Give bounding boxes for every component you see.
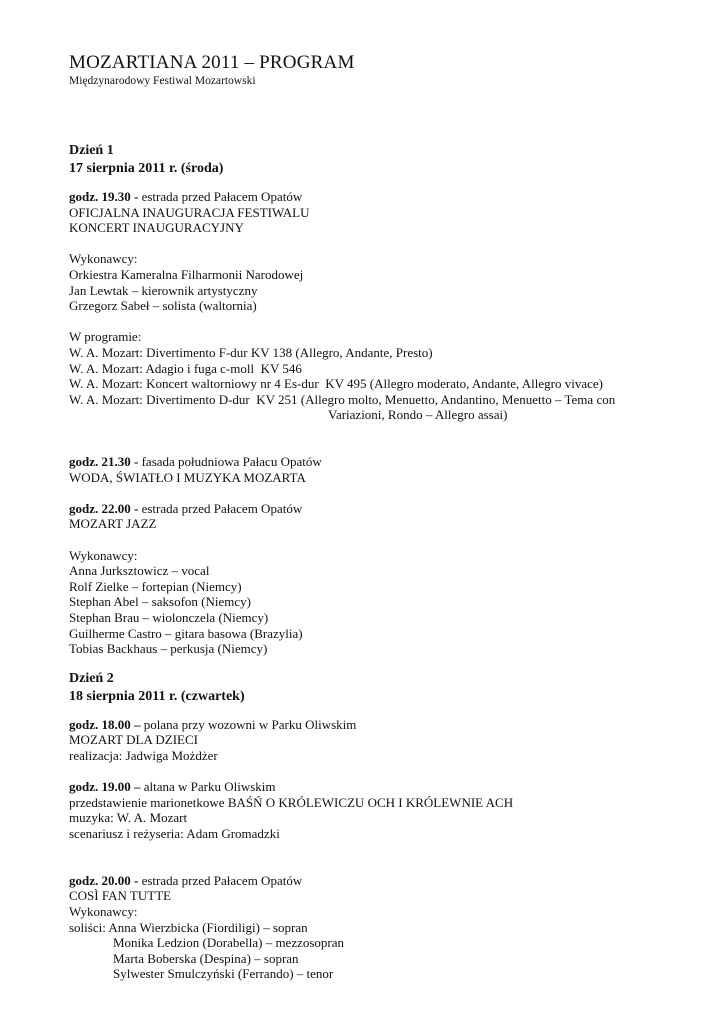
- event-place: polana przy wozowni w Parku Oliwskim: [140, 716, 357, 732]
- event-time: godz. 19.30 -: [69, 189, 139, 204]
- day2-label: Dzień 2: [69, 670, 114, 686]
- event-time: godz. 18.00 –: [69, 716, 141, 732]
- day1-event1-header: [69, 189, 709, 205]
- event-credit: realizacja: Jadwiga Możdżer: [69, 748, 218, 763]
- event-credit: scenariusz i reżyseria: Adam Gromadzki: [69, 825, 280, 841]
- event-title: KONCERT INAUGURACYJNY: [69, 220, 244, 236]
- performer-item: Jan Lewtak – kierownik artystyczny: [69, 282, 258, 298]
- soloist-item: Sylwester Smulczyński (Ferrando) – tenor: [113, 966, 334, 982]
- performers-label: Wykonawcy:: [69, 547, 138, 563]
- event-time: godz. 21.30 -: [69, 454, 139, 470]
- program-item: W. A. Mozart: Divertimento F-dur KV 138 (Allegro, Andante, Presto): [69, 344, 433, 360]
- event-title: COSÌ FAN TUTTE: [69, 888, 172, 904]
- page-title: MOZARTIANA 2011 – PROGRAM: [69, 52, 355, 73]
- day2-event3-header: [69, 873, 709, 889]
- soloist-item: Marta Boberska (Despina) – sopran: [113, 950, 299, 966]
- performer-item: Stephan Brau – wiolonczela (Niemcy): [69, 610, 269, 626]
- program-document: [69, 52, 709, 982]
- day2-date: 18 sierpnia 2011 r. (czwartek): [69, 688, 245, 704]
- event-place: fasada południowa Pałacu Opatów: [138, 454, 322, 470]
- day2-event1-header: [69, 717, 709, 733]
- event-description: przedstawienie marionetkowe BAŚŃ O KRÓLEWICZU OCH I KRÓLEWNIE ACH: [69, 794, 514, 810]
- event-time: godz. 22.00 -: [69, 500, 139, 516]
- event-place: estrada przed Pałacem Opatów: [138, 500, 303, 516]
- performer-item: Anna Jurksztowicz – vocal: [69, 563, 210, 579]
- program-label: W programie:: [69, 329, 142, 345]
- day1-event3-header: [69, 501, 709, 517]
- event-place: estrada przed Pałacem Opatów: [138, 189, 303, 204]
- page-subtitle: Międzynarodowy Festiwal Mozartowski: [69, 75, 256, 87]
- event-time: godz. 19.00 –: [69, 779, 141, 795]
- performer-item: Stephan Abel – saksofon (Niemcy): [69, 594, 251, 610]
- performer-item: Guilherme Castro – gitara basowa (Brazylia): [69, 625, 303, 641]
- performers-label: Wykonawcy:: [69, 903, 138, 919]
- event-place: altana w Parku Oliwskim: [140, 779, 276, 795]
- performers-label: Wykonawcy:: [69, 251, 138, 267]
- soloist-item: soliści: Anna Wierzbicka (Fiordiligi) – sopran: [69, 919, 308, 935]
- program-item: W. A. Mozart: Koncert waltorniowy nr 4 Es-dur KV 495 (Allegro moderato, Andante, Allegro vivace): [69, 376, 603, 392]
- day1-label: Dzień 1: [69, 143, 114, 158]
- day1-event2-header: [69, 454, 709, 470]
- event-title: MOZART JAZZ: [69, 516, 157, 532]
- performer-item: Tobias Backhaus – perkusja (Niemcy): [69, 641, 268, 657]
- event-title: OFICJALNA INAUGURACJA FESTIWALU: [69, 204, 310, 220]
- event-title: WODA, ŚWIATŁO I MUZYKA MOZARTA: [69, 469, 306, 485]
- event-credit: muzyka: W. A. Mozart: [69, 810, 188, 826]
- program-item: W. A. Mozart: Adagio i fuga c-moll KV 546: [69, 360, 302, 376]
- event-title: MOZART DLA DZIECI: [69, 732, 198, 748]
- event-place: estrada przed Pałacem Opatów: [138, 872, 303, 888]
- program-item-continuation: Variazioni, Rondo – Allegro assai): [328, 407, 508, 423]
- program-item: W. A. Mozart: Divertimento D-dur KV 251 (Allegro molto, Menuetto, Andantino, Menuetto – Tema con: [69, 391, 616, 407]
- performer-item: Rolf Zielke – fortepian (Niemcy): [69, 578, 242, 594]
- day2-event2-header: [69, 779, 709, 795]
- event-time: godz. 20.00 -: [69, 872, 139, 888]
- day1-date: 17 sierpnia 2011 r. (środa): [69, 161, 224, 176]
- performer-item: Grzegorz Sabeł – solista (waltornia): [69, 298, 257, 314]
- soloist-item: Monika Ledzion (Dorabella) – mezzosopran: [113, 935, 345, 951]
- performer-item: Orkiestra Kameralna Filharmonii Narodowej: [69, 266, 304, 282]
